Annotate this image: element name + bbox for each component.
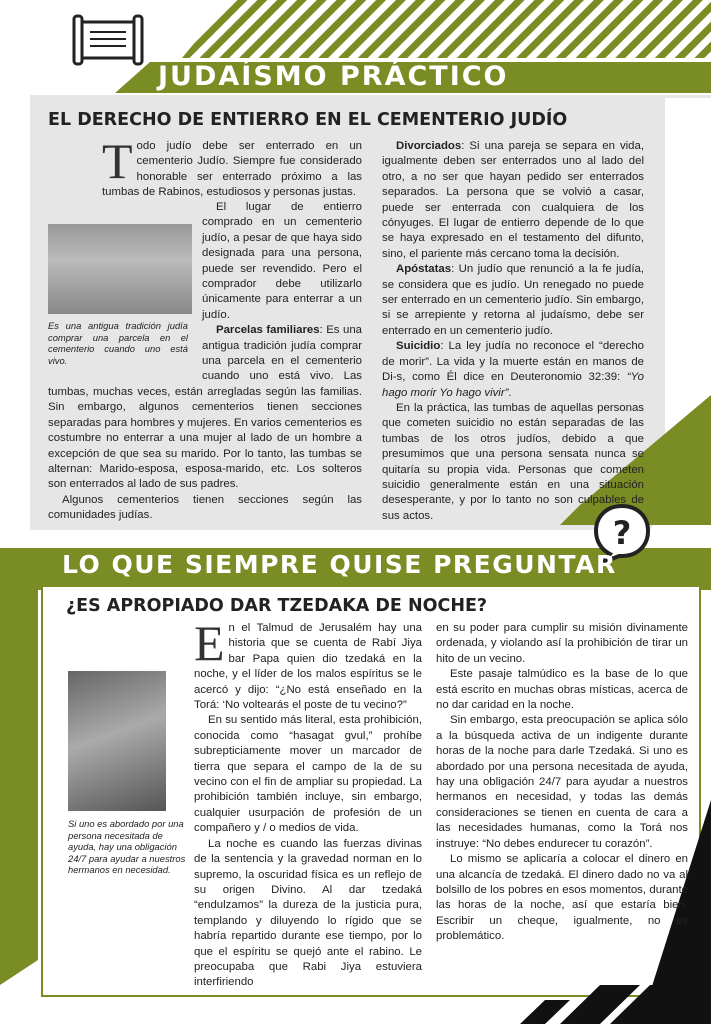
- paragraph: Este pasaje talmúdico es la base de lo que está escrito en muchas obras místicas, acerca de no dar caridad en la noche.: [436, 668, 688, 712]
- bottom-article-col2: [436, 621, 688, 945]
- paragraph: Sin embargo, esta preocupación se aplica sólo a la búsqueda activa de un indigente durante horas de la noche para darle Tzedaká. Si uno es abordado por una persona necesitada de ayuda, hay una obligación 24/7 para ayudar a nuestros hermanos en necesidad, y todas las demás consideraciones se tienen en cuenta de cara a las necesidades humanas, como la Torá nos instruye: “No debes endurecer tu corazón”.: [436, 714, 688, 850]
- section-title-bottom: LO QUE SIEMPRE QUISE PREGUNTAR: [62, 550, 617, 579]
- paragraph: En su sentido más literal, esta prohibición, conocida como “hasagat gvul,” prohíbe subrepticiamente mover un marcador de tierra que separa el campo de la de su vecino con el fin de ampliar su propiedad. La prohibición también incluye, sin embargo, cualquier usurpación de profesión de un compañero y / o medios de vida.: [194, 714, 422, 835]
- subhead: Suicidio: [396, 340, 441, 353]
- bottom-article-col1: [194, 615, 422, 991]
- top-article-col1-body: [48, 200, 362, 524]
- left-green-strip: [0, 590, 38, 985]
- section-title-top: JUDAÍSMO PRÁCTICO: [158, 61, 509, 92]
- paragraph: : La ley judía no reconoce el “derecho de morir”. La vida y la muerte están en manos de Di-s, como Él dice en Deuteronomio 32:39:: [382, 340, 644, 384]
- subhead: Apóstatas: [396, 263, 452, 276]
- paragraph: En la práctica, las tumbas de aquellas personas que cometen suicidio no están separadas de las tumbas de los otros judíos, debido a que presumimos que una persona sensata nunca se quitaría su propia vida. Personas que cometen suicidio generalmente están en una situación desesperante, y por lo tanto no son culpables de sus actos.: [382, 401, 644, 522]
- paragraph: : Un judío que renunció a la fe judía, se considera que es judío. Un renegado no puede ser enterrado en un cementerio judío. Sin embargo, si se arrepiente y retorna al judaísmo, debe ser enterrado en un cementerio judío.: [382, 263, 644, 337]
- top-article-col2: Divorciados: Si una pareja se separa en vida, igualmente deben ser enterrados uno al lado del otro, a no ser que hayan pedido ser enterrados separados. La persona que se volvió a casar, puede ser enterrada con cualquiera de los cónyuges. El lugar de entierro depende de lo que se haya expresado en el testamento del difunto, sino, el pariente más cercano toma la decisión. Apóstatas: Un judío que renunció a la fe judía, se considera que es judío. Un renegado no puede ser enterrado en un cementerio judío. Sin embargo, si se arrepiente y retorna al judaísmo, debe ser enterrado en un cementerio judío. Suicidio: La ley judía no reconoce el “derecho de morir”. La vida y la muerte están en manos de Di-s, como Él dice en Deuteronomio 32:39: “Yo hago morir Yo hago vivir”. En la práctica, las tumbas de aquellas personas que cometen suicidio no están separadas de las tumbas de los otros judíos, debido a que presumimos que una persona sensata nunca se quitaría su propia vida. Personas que cometen suicidio generalmente están en una situación desesperante, y por lo tanto no son culpables de sus actos.: [382, 139, 644, 524]
- question-mark: ?: [612, 514, 632, 552]
- subhead: Divorciados: [396, 140, 462, 152]
- top-stripe-pattern: [182, 0, 711, 58]
- cemetery-photo: [48, 224, 192, 314]
- paragraph: Algunos cementerios tienen secciones según las comunidades judías.: [48, 493, 362, 522]
- quote: “Yo hago morir Yo hago vivir”: [382, 371, 644, 399]
- paragraph: Lo mismo se aplicaría a colocar el dinero en una alcancía de tzedaká. El dinero dado no va al bolsillo de los pobres en esos momentos, durante las horas de la noche, así que estaría bien. Escribir un cheque, igualmente, no es problemático.: [436, 853, 688, 943]
- subhead: Parcelas familiares: [216, 324, 320, 337]
- torah-scroll-icon: [72, 12, 144, 68]
- paragraph: : Si una pareja se separa en vida, igualmente deben ser enterrados uno al lado del otro, a no ser que hayan pedido ser enterrados separados. La persona que se volvió a casar, puede ser enterrada con cualquiera de los cónyuges. El lugar de entierro depende de lo que se haya expresado en el testamento del difunto, sino, el pariente más cercano toma la decisión.: [382, 140, 644, 260]
- paragraph: n el Talmud de Jerusalém hay una historia que se cuenta de Rabí Jiya bar Papa quien dio tzedaká en la noche, y el líder de los malos espíritus se le acercó y dijo: “¿No está enseñado en la Torá: ‘No voltearás el poste de tu vecino?”: [194, 622, 422, 712]
- photo-caption: Es una antigua tradición judía comprar una parcela en el cementerio cuando uno está vivo.: [48, 320, 188, 366]
- article-title-bottom: ¿ES APROPIADO DAR TZEDAKA DE NOCHE?: [66, 596, 488, 616]
- hands-photo: [68, 671, 166, 811]
- article-title-top: EL DERECHO DE ENTIERRO EN EL CEMENTERIO JUDÍO: [48, 110, 568, 130]
- paragraph: La noche es cuando las fuerzas divinas de la sentencia y la gravedad norman en lo supremo, la oscuridad física es un reflejo de su origen Divino. Al dar tzedaká “endulzamos” la dureza de la justicia pura, templando y diluyendo lo rígido que se habría repartido durante ese tiempo, por lo que el espíritu se quejó ante el rabino. Le preocupaba que Rabi Jiya estuviera interfiriendo: [194, 837, 422, 989]
- drop-cap: E: [194, 615, 225, 671]
- paragraph: odo judío debe ser enterrado en un cementerio Judío. Siempre fue considerado honorable ser enterrado próximo a las tumbas de Rabinos, estudiosos y personas justas.: [102, 140, 362, 199]
- paragraph: : Es una antigua tradición judía comprar una parcela en el cementerio cuando uno está vivo. Las tumbas, muchas veces, están arregladas según las familias. Sin embargo, algunos cementerios tienen secciones separadas para hombres y mujeres. En varios cementerios es costumbre no enterrar a una mujer al lado de un hombre a excepción de que sea su marido. Por lo tanto, las tumbas se alternan: Marido-esposa, esposa-marido, etc. Los solteros son enterrados al lado de sus padres.: [48, 324, 362, 491]
- drop-cap: T: [102, 133, 133, 189]
- paragraph: El lugar de entierro comprado en un cementerio judío, a pesar de que haya sido designada para una persona, puede ser revendido. Pero el comprador debe utilizarlo únicamente para enterrar a un judío.: [202, 201, 362, 321]
- paragraph: en su poder para cumplir su misión divinamente ordenada, y violando así la prohibición de tirar un hito de un vecino.: [436, 622, 688, 665]
- top-article-col1: [102, 133, 362, 201]
- bottom-stripe-3: [520, 1000, 570, 1024]
- photo-caption: Si uno es abordado por una persona necesitada de ayuda, hay una obligación 24/7 para ayudar a nuestros hermanos en necesidad.: [68, 818, 186, 876]
